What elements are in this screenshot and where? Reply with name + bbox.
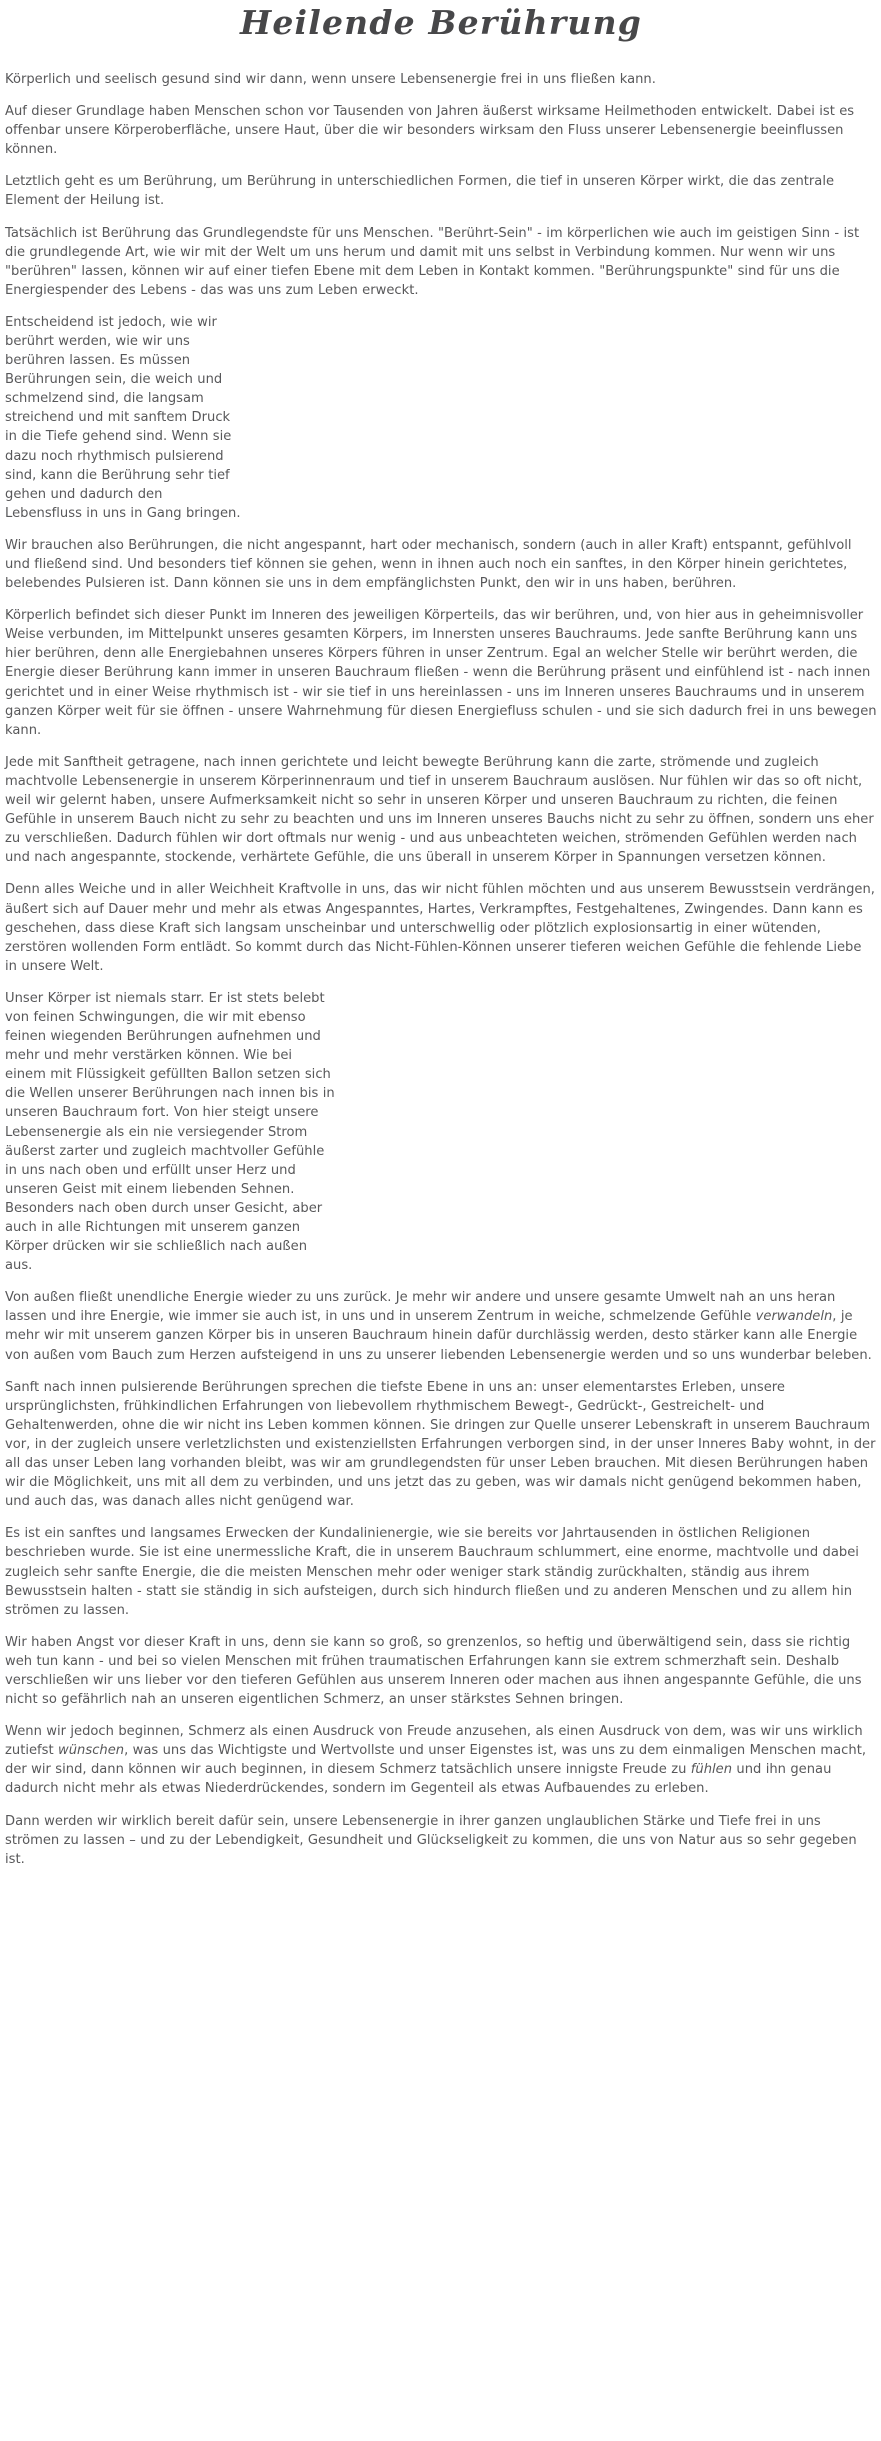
paragraph-text: Wir haben Angst vor dieser Kraft in uns, denn sie kann so groß, so grenzenlos, so heftig und überwältigend sein, dass sie richtig weh tun kann - und bei so vielen Menschen mit frühen traumatischen Erfahrungen kann sie extrem schmerzhaft sein. Deshalb verschließen wir uns lieber vor den tieferen Gefühlen aus unserem Inneren oder machen aus ihnen angespannte Gefühle, die uns nicht so gefährlich nah an unseren eigentlichen Schmerz, an unser stärkstes Sehnen bringen.	[5, 1634, 862, 1708]
paragraph-text: Wir brauchen also Berührungen, die nicht angespannt, hart oder mechanisch, sondern (auch in aller Kraft) entspannt, gefühlvoll und fließend sind. Und besonders tief können sie gehen, wenn in ihnen auch noch ein sanftes, in den Körper hinein gerichtetes, belebendes Pulsieren ist. Dann können sie uns in dem empfänglichsten Punkt, den wir in uns haben, berühren.	[5, 537, 852, 592]
paragraph-text: und ihn genau dadurch nicht mehr als etwas Niederdrückendes, sondern im Gegenteil als etwas Aufbauendes zu erleben.	[5, 1762, 832, 1797]
paragraph-text: Es ist ein sanftes und langsames Erwecken der Kundalinienergie, wie sie bereits vor Jahrtausenden in östlichen Religionen beschrieben wurde. Sie ist eine unermessliche Kraft, die in unserem Bauchraum schlummert, eine enorme, machtvolle und dabei zugleich sehr sanfte Energie, die die meisten Menschen mehr oder weniger stark ständig zurückhalten, ständig aus ihrem Bewusstsein halten - statt sie ständig in sich aufsteigen, durch sich hindurch fließen und zu anderen Menschen und zu allem hin strömen zu lassen.	[5, 1526, 859, 1618]
body-paragraph	[5, 102, 877, 159]
body-paragraph	[5, 606, 877, 740]
emphasized-text: wünschen	[58, 1743, 125, 1759]
paragraph-text: Entscheidend ist jedoch, wie wir berührt werden, wie wir uns berühren lassen. Es müssen Berührungen sein, die weich und schmelzend sind, die langsam streichend und mit sanftem Druck in die Tiefe gehend sind. Wenn sie dazu noch rhythmisch pulsierend sind, kann die Berührung sehr tief gehen und dadurch den Lebensfluss in uns in Gang bringen.	[5, 314, 241, 521]
body-paragraph	[5, 1288, 877, 1364]
body-paragraph	[5, 880, 877, 975]
page-title: Heilende Berührung	[239, 3, 643, 42]
body-paragraph	[5, 1722, 877, 1798]
body-paragraph	[5, 313, 243, 523]
body-paragraph	[5, 1633, 877, 1709]
document-page	[0, 4, 881, 1890]
paragraph-text: Auf dieser Grundlage haben Menschen schon vor Tausenden von Jahren äußerst wirksame Heilmethoden entwickelt. Dabei ist es offenbar unsere Körperoberfläche, unsere Haut, über die wir besonders wirksam den Fluss unserer Lebensenergie beeinflussen können.	[5, 104, 855, 158]
paragraph-text: Denn alles Weiche und in aller Weichheit Kraftvolle in uns, das wir nicht fühlen möchten und aus unserem Bewusstsein verdrängen, äußert sich auf Dauer mehr und mehr als etwas Angespanntes, Hartes, Verkrampftes, Festgehaltenes, Zwingendes. Dann kann es geschehen, dass diese Kraft sich langsam unscheinbar und unterschwellig oder plötzlich explosionsartig in einer wütenden, zerstören wollenden Form entlädt. So kommt durch das Nicht-Fühlen-Können unserer tieferen weichen Gefühle die fehlende Liebe in unsere Welt.	[5, 882, 875, 974]
document-body	[5, 70, 877, 1869]
body-paragraph	[5, 989, 336, 1275]
emphasized-text: verwandeln	[755, 1309, 833, 1325]
paragraph-text: Jede mit Sanftheit getragene, nach innen gerichtete und leicht bewegte Berührung kann die zarte, strömende und zugleich machtvolle Lebensenergie in unserem Körperinnenraum und tief in unserem Bauchraum auslösen. Nur fühlen wir das so oft nicht, weil wir gelernt haben, unsere Aufmerksamkeit nicht so sehr in unseren Körper und unseren Bauchraum zu richten, die feinen Gefühle in unserem Bauch nicht zu sehr zu beachten und uns im Inneren unseres Bauchs nicht zu sehr zu öffnen, sondern uns eher zu verschließen. Dadurch fühlen wir dort oftmals nur wenig - und aus unbeachteten weichen, strömenden Gefühlen werden nach und nach angespannte, stockende, verhärtete Gefühle, die uns überall in unserem Körper in Spannungen versetzen können.	[5, 754, 874, 866]
paragraph-text: Letztlich geht es um Berührung, um Berührung in unterschiedlichen Formen, die tief in unseren Körper wirkt, die das zentrale Element der Heilung ist.	[5, 174, 835, 209]
paragraph-text: Von außen fließt unendliche Energie wieder zu uns zurück. Je mehr wir andere und unsere gesamte Umwelt nah an uns heran lassen und ihre Energie, wie immer sie auch ist, in uns und in unserem Zentrum in weiche, schmelzende Gefühle	[5, 1290, 836, 1325]
paragraph-text: Körperlich und seelisch gesund sind wir dann, wenn unsere Lebensenergie frei in uns fließen kann.	[5, 71, 656, 87]
body-paragraph	[5, 1378, 877, 1512]
emphasized-text: fühlen	[690, 1762, 733, 1778]
paragraph-text: Körperlich befindet sich dieser Punkt im Inneren des jeweiligen Körperteils, das wir berühren, und, von hier aus in geheimnisvoller Weise verbunden, im Mittelpunkt unseres gesamten Körpers, im Innersten unseres Bauchraums. Jede sanfte Berührung kann uns hier berühren, denn alle Energiebahnen unseres Körpers führen in unser Zentrum. Egal an welcher Stelle wir berührt werden, die Energie dieser Berührung kann immer in unseren Bauchraum fließen - wenn die Berührung präsent und einfühlend ist - nach innen gerichtet und in einer Weise rhythmisch ist - wir sie tief in uns hereinlassen - uns im Inneren unseres Bauchraums und in unserem ganzen Körper weit für sie öffnen - unsere Wahrnehmung für diesen Energiefluss schulen - und sie sich dadurch frei in uns bewegen kann.	[5, 608, 877, 738]
body-paragraph	[5, 753, 877, 868]
paragraph-text: Unser Körper ist niemals starr. Er ist stets belebt von feinen Schwingungen, die wir mit ebenso feinen wiegenden Berührungen aufnehmen und mehr und mehr verstärken können. Wie bei einem mit Flüssigkeit gefüllten Ballon setzen sich die Wellen unserer Berührungen nach innen bis in unseren Bauchraum fort. Von hier steigt unsere Lebensenergie als ein nie versiegender Strom äußerst zarter und zugleich machtvoller Gefühle in uns nach oben und erfüllt unser Herz und unseren Geist mit einem liebenden Sehnen. Besonders nach oben durch unser Gesicht, aber auch in alle Richtungen mit unserem ganzen Körper drücken wir sie schließlich nach außen aus.	[5, 990, 335, 1274]
body-paragraph	[5, 70, 877, 89]
paragraph-text: Sanft nach innen pulsierende Berührungen sprechen die tiefste Ebene in uns an: unser elementarstes Erleben, unsere ursprünglichsten, frühkindlichen Erfahrungen von liebevollem rhythmischem Bewegt-, Gedrückt-, Gestreichelt- und Gehaltenwerden, ohne die wir nicht ins Leben kommen können. Sie dringen zur Quelle unserer Lebenskraft in unserem Bauchraum vor, in der zugleich unsere verletzlichsten und existenziellsten Erfahrungen verborgen sind, in der unser Inneres Baby wohnt, in der all das unser Leben lang vorhanden bleibt, was wir am grundlegendsten für unser Leben brauchen. Mit diesen Berührungen haben wir die Möglichkeit, uns mit all dem zu verbinden, und uns jetzt das zu geben, was wir damals nicht genügend bekommen haben, und auch das, was danach alles nicht genügend war.	[5, 1379, 876, 1510]
body-paragraph	[5, 172, 877, 210]
body-paragraph	[5, 224, 877, 300]
paragraph-text: , was uns das Wichtigste und Wertvollste und unser Eigenstes ist, was uns zu dem einmaligen Menschen macht, der wir sind, dann können wir auch beginnen, in diesem Schmerz tatsächlich unsere innigste Freude zu	[5, 1743, 867, 1778]
paragraph-text: Dann werden wir wirklich bereit dafür sein, unsere Lebensenergie in ihrer ganzen unglaublichen Stärke und Tiefe frei in uns strömen zu lassen – und zu der Lebendigkeit, Gesundheit und Glückseligkeit zu kommen, die uns von Natur aus so sehr gegeben ist.	[5, 1813, 857, 1867]
paragraph-text: Tatsächlich ist Berührung das Grundlegendste für uns Menschen. "Berührt-Sein" - im körperlichen wie auch im geistigen Sinn - ist die grundlegende Art, wie wir mit der Welt um uns herum und damit mit uns selbst in Verbindung kommen. Nur wenn wir uns "berühren" lassen, können wir auf einer tiefen Ebene mit dem Leben in Kontakt kommen. "Berührungspunkte" sind für uns die Energiespender des Lebens - das was uns zum Leben erweckt.	[5, 225, 860, 298]
paragraph-text: , je mehr wir mit unserem ganzen Körper bis in unseren Bauchraum hinein dafür durchlässig werden, desto stärker kann alle Energie von außen vom Bauch zum Herzen aufsteigend in uns zu unserer liebenden Lebensenergie werden und so uns wunderbar beleben.	[5, 1309, 872, 1363]
body-paragraph	[5, 536, 877, 593]
body-paragraph	[5, 1524, 877, 1619]
title-spacer	[5, 44, 877, 70]
paragraph-text: Wenn wir jedoch beginnen, Schmerz als einen Ausdruck von Freude anzusehen, als einen Ausdruck von dem, was wir uns wirklich zutiefst	[5, 1724, 863, 1759]
body-paragraph	[5, 1812, 877, 1869]
